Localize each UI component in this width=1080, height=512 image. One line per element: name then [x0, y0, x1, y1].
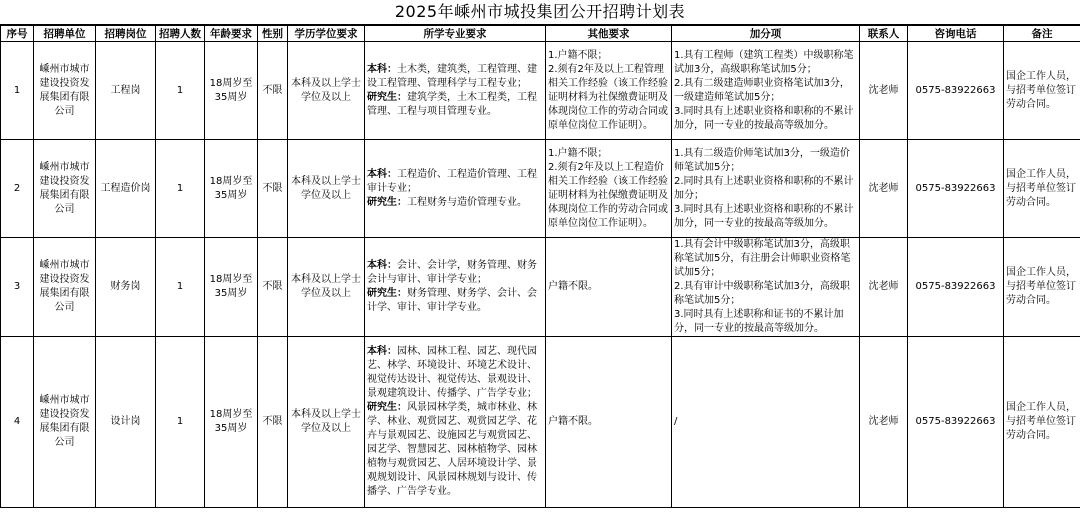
row-number: 3 — [1, 238, 34, 337]
headcount: 1 — [156, 337, 205, 508]
row-number: 4 — [1, 337, 34, 508]
other-requirements — [546, 337, 672, 508]
contact-person: 沈老师 — [860, 42, 908, 140]
major-bachelor-label: 本科： — [367, 346, 397, 357]
table-row — [1, 238, 1080, 337]
other-item: 1.户籍不限； — [548, 147, 608, 159]
bonus-item: 1.具有会计中级职称笔试加3分，高级职称笔试加5分，有注册会计师职业资格笔试加5分； — [674, 239, 851, 278]
phone-number: 0575-83922663 — [908, 140, 1004, 238]
gender: 不限 — [258, 238, 288, 337]
header-cell: 招聘单位 — [34, 26, 96, 42]
bonus-item: 1.具有二级造价师笔试加3分，一级造价师笔试加5分； — [674, 147, 850, 173]
other-item: 户籍不限。 — [548, 416, 598, 427]
recruiting-unit: 嵊州市城市建设投资发展集团有限公司 — [34, 140, 96, 238]
other-item: 1.户籍不限； — [548, 49, 608, 61]
major-bachelor: 园林、园林工程、园艺、现代园艺、林学、环境设计、环境艺术设计、视觉传达设计、视觉传达、景观设计、景观建筑设计、传播学、广告学专业； — [367, 346, 537, 399]
education-requirement: 本科及以上学士学位及以上 — [288, 42, 365, 140]
header-cell: 年龄要求 — [205, 26, 258, 42]
bonus-item: 2.具有审计中级职称笔试加3分，高级职称笔试加5分； — [674, 281, 850, 306]
position: 财务岗 — [96, 238, 156, 337]
row-number: 2 — [1, 140, 34, 238]
position: 设计岗 — [96, 337, 156, 508]
header-cell: 咨询电话 — [908, 26, 1004, 42]
phone-number: 0575-83922663 — [908, 238, 1004, 337]
phone-number: 0575-83922663 — [908, 42, 1004, 140]
bonus-points — [672, 337, 860, 508]
header-cell: 所学专业要求 — [365, 26, 546, 42]
major-requirement — [365, 42, 546, 140]
bonus-points — [672, 238, 860, 337]
header-cell: 加分项 — [672, 26, 860, 42]
headcount: 1 — [156, 42, 205, 140]
major-requirement — [365, 337, 546, 508]
major-bachelor: 土木类，建筑类，工程管理、建设工程管理、管理科学与工程专业； — [367, 63, 537, 89]
bonus-item: 2.同时具有上述职业资格和职称的不累计加分； — [674, 175, 854, 201]
row-number: 1 — [1, 42, 34, 140]
table-row — [1, 42, 1080, 140]
position: 工程造价岗 — [96, 140, 156, 238]
contact-person: 沈老师 — [860, 337, 908, 508]
major-bachelor-label: 本科： — [367, 63, 397, 75]
remark: 国企工作人员，与招考单位签订劳动合同。 — [1004, 42, 1080, 140]
other-requirements — [546, 238, 672, 337]
header-cell: 学历学位要求 — [288, 26, 365, 42]
bonus-item: 1.具有工程师（建筑工程类）中级职称笔试加3分，高级职称笔试加5分； — [674, 49, 854, 75]
gender: 不限 — [258, 337, 288, 508]
recruiting-unit: 嵊州市城市建设投资发展集团有限公司 — [34, 42, 96, 140]
bonus-item: 3.同时具有上述职业资格和职称的不累计加分，同一专业的按最高等级加分。 — [674, 203, 854, 229]
bonus-item: 3.同时具有上述职称和证书的不累计加分，同一专业的按最高等级加分。 — [674, 309, 844, 334]
remark: 国企工作人员，与招考单位签订劳动合同。 — [1004, 238, 1080, 337]
major-bachelor: 会计、会计学，财务管理、财务会计与审计、审计学专业； — [367, 260, 537, 285]
education-requirement: 本科及以上学士学位及以上 — [288, 337, 365, 508]
age-requirement: 18周岁至35周岁 — [205, 42, 258, 140]
major-bachelor: 工程造价、工程造价管理、工程审计专业； — [367, 168, 537, 194]
major-bachelor-label: 本科： — [367, 168, 397, 180]
age-requirement: 18周岁至35周岁 — [205, 337, 258, 508]
age-requirement: 18周岁至35周岁 — [205, 140, 258, 238]
headcount: 1 — [156, 238, 205, 337]
major-graduate: 建筑学类，土木工程类，工程管理、工程与项目管理专业。 — [367, 91, 537, 117]
other-item: 2.须有2年及以上工程管理相关工作经验（该工作经验证明材料为社保缴费证明及体现岗位工作的劳动合同或原单位岗位工作证明）。 — [548, 63, 668, 131]
recruiting-unit: 嵊州市城市建设投资发展集团有限公司 — [34, 337, 96, 508]
other-requirements — [546, 42, 672, 140]
education-requirement: 本科及以上学士学位及以上 — [288, 238, 365, 337]
major-bachelor-label: 本科： — [367, 260, 397, 271]
bonus-item: 2.具有二级建造师职业资格笔试加3分，一级建造师笔试加5分； — [674, 77, 850, 103]
education-requirement: 本科及以上学士学位及以上 — [288, 140, 365, 238]
major-graduate-label: 研究生： — [367, 91, 407, 103]
major-graduate-label: 研究生： — [367, 288, 407, 299]
major-requirement — [365, 238, 546, 337]
gender: 不限 — [258, 140, 288, 238]
page-title: 2025年嵊州市城投集团公开招聘计划表 — [0, 0, 1080, 25]
header-cell: 招聘岗位 — [96, 26, 156, 42]
phone-number: 0575-83922663 — [908, 337, 1004, 508]
position: 工程岗 — [96, 42, 156, 140]
headcount: 1 — [156, 140, 205, 238]
other-item: 2.须有2年及以上工程造价相关工作经验（该工作经验证明材料为社保缴费证明及体现岗位工作的劳动合同或原单位岗位工作证明）。 — [548, 161, 668, 229]
contact-person: 沈老师 — [860, 238, 908, 337]
header-row — [1, 26, 1080, 42]
recruiting-unit: 嵊州市城市建设投资发展集团有限公司 — [34, 238, 96, 337]
recruitment-plan-table — [0, 25, 1080, 508]
remark: 国企工作人员，与招考单位签订劳动合同。 — [1004, 140, 1080, 238]
bonus-points — [672, 140, 860, 238]
major-graduate: 工程财务与造价管理专业。 — [407, 196, 527, 208]
bonus-points — [672, 42, 860, 140]
gender: 不限 — [258, 42, 288, 140]
age-requirement: 18周岁至35周岁 — [205, 238, 258, 337]
other-item: 户籍不限。 — [548, 281, 598, 292]
remark: 国企工作人员，与招考单位签订劳动合同。 — [1004, 337, 1080, 508]
major-graduate-label: 研究生： — [367, 402, 407, 413]
bonus-item: 3.同时具有上述职业资格和职称的不累计加分，同一专业的按最高等级加分。 — [674, 105, 854, 131]
bonus-item: / — [674, 416, 678, 427]
header-cell: 序号 — [1, 26, 34, 42]
contact-person: 沈老师 — [860, 140, 908, 238]
header-cell: 备注 — [1004, 26, 1080, 42]
other-requirements — [546, 140, 672, 238]
table-row — [1, 337, 1080, 508]
major-graduate-label: 研究生： — [367, 196, 407, 208]
table-row — [1, 140, 1080, 238]
header-cell: 招聘人数 — [156, 26, 205, 42]
major-graduate: 财务管理、财务学、会计、会计学、审计、审计学专业。 — [367, 288, 537, 313]
header-cell: 其他要求 — [546, 26, 672, 42]
major-requirement — [365, 140, 546, 238]
major-graduate: 风景园林学类，城市林业、林学、林业、观赏园艺、观赏园艺学、花卉与景观园艺、设施园艺与观赏园艺、园艺学、智慧园艺、园林植物学、园林植物与观赏园艺、人居环境设计学、景观规划设计、风景园林规划与设计、传播学、广告学专业。 — [367, 402, 537, 497]
header-cell: 性别 — [258, 26, 288, 42]
header-cell: 联系人 — [860, 26, 908, 42]
